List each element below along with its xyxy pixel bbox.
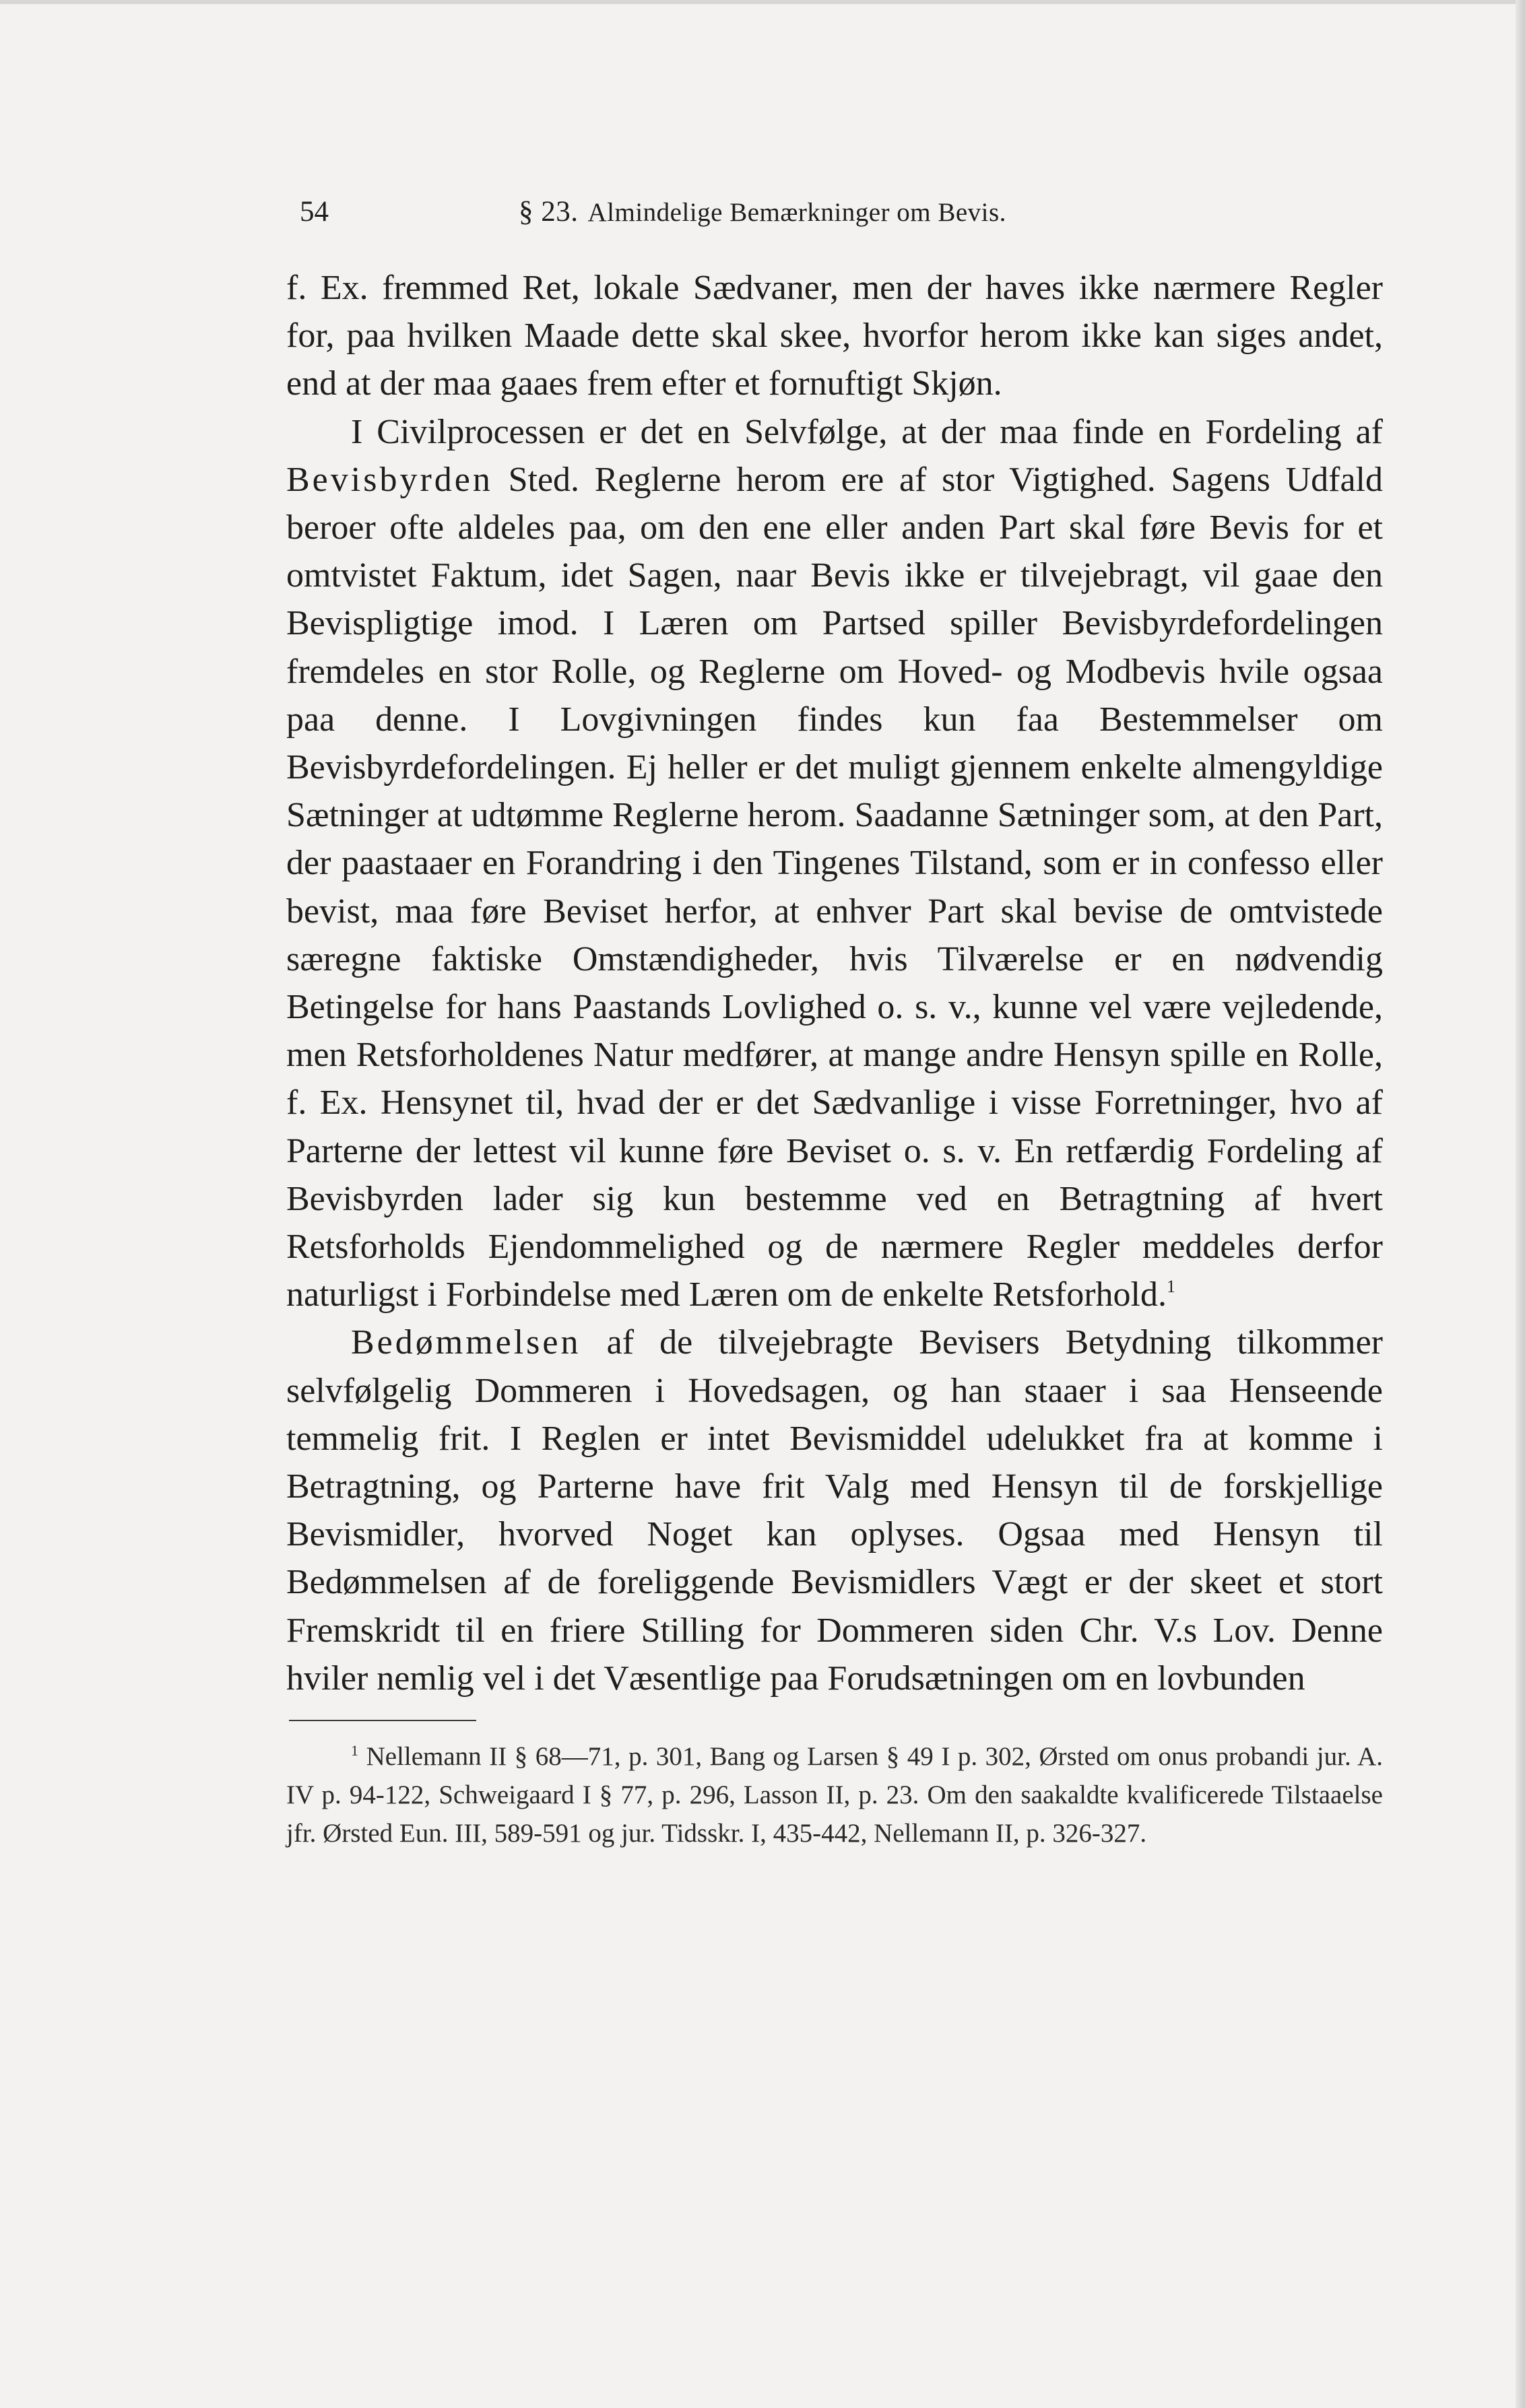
paragraph-2-rest: Sted. Reglerne herom ere af stor Vigtighed. Sagens Udfald beroer ofte aldeles paa, om den ene eller anden Part skal føre Bevis for et omtvistet Faktum, idet Sagen, naar Bevis ikke er tilvejebragt, vil gaae den Bevispligtige imod. I Læren om Partsed spiller Bevisbyrdefordelingen fremdeles en stor Rolle, og Reglerne om Hoved- og Modbevis hvile ogsaa paa denne. I Lovgivningen findes kun faa Bestemmelser om Bevisbyrdefordelingen. Ej heller er det muligt gjennem enkelte almengyldige Sætninger at udtømme Reglerne herom. Saadanne Sætninger som, at den Part, der paastaaer en Forandring i den Tingenes Tilstand, som er in confesso eller bevist, maa føre Beviset herfor, at enhver Part skal bevise de omtvistede særegne faktiske Omstændigheder, hvis Tilværelse er en nødvendig Betingelse for hans Paastands Lovlighed o. s. v., kunne vel være vejledende, men Retsforholdenes Natur medfører, at mange andre Hensyn spille en Rolle, f. Ex. Hensynet til, hvad der er det Sædvanlige i visse Forretninger, hvo af Parterne der lettest vil kunne føre Beviset o. s. v. En retfærdig Fordeling af Bevisbyrden lader sig kun bestemme ved en Betragtning af hvert Retsforholds Ejendommelighed og de nærmere Regler meddeles derfor naturligst i Forbindelse med Læren om de enkelte Retsforhold. (286, 460, 1383, 1314)
footnote-divider (289, 1720, 476, 1721)
emphasis-bevisbyrden: Bevisbyrden (286, 460, 493, 499)
footnote-text: Nellemann II § 68—71, p. 301, Bang og Larsen § 49 I p. 302, Ørsted om onus probandi jur. A. IV p. 94-122, Schweigaard I § 77, p. 296, Lasson II, p. 23. Om den saakaldte kvalificerede Tilstaaelse jfr. Ørsted Eun. III, 589-591 og jur. Tidsskr. I, 435-442, Nellemann II, p. 326-327. (286, 1742, 1384, 1848)
footnote-reference[interactable]: 1 (1166, 1277, 1175, 1297)
paragraph-1: f. Ex. fremmed Ret, lokale Sædvaner, men der haves ikke nærmere Regler for, paa hvilken Maade dette skal skee, hvorfor herom ikke kan siges andet, end at der maa gaaes frem efter et fornuftigt Skjøn. (286, 269, 1383, 403)
section-number: § 23. (519, 196, 579, 228)
paragraph-2-start: I Civilprocessen er det en Selvfølge, at der maa finde en Fordeling af (351, 412, 1383, 451)
footnote (286, 1737, 1383, 1852)
running-title-text: Almindelige Bemærkninger om Bevis. (587, 198, 1006, 227)
book-page (286, 195, 1383, 1852)
running-title (519, 195, 1006, 228)
emphasis-bedommelsen: Bedømmelsen (351, 1323, 581, 1362)
scan-right-edge (1516, 0, 1525, 2408)
page-number: 54 (300, 196, 329, 228)
paragraph-3-rest: af de tilvejebragte Bevisers Betydning tilkommer selvfølgelig Dommeren i Hovedsagen, og han staaer i saa Henseende temmelig frit. I Reglen er intet Bevismiddel udelukket fra at komme i Betragtning, og Parterne have frit Valg med Hensyn til de forskjellige Bevismidler, hvorved Noget kan oplyses. Ogsaa med Hensyn til Bedømmelsen af de foreliggende Bevismidlers Vægt er der skeet et stort Fremskridt til en friere Stilling for Dommeren siden Chr. V.s Lov. Denne hviler nemlig vel i det Væsentlige paa Forudsætningen om en lovbunden (286, 1323, 1383, 1698)
scan-top-edge (0, 0, 1525, 4)
main-text (286, 264, 1383, 1702)
paragraph-2 (286, 408, 1383, 1319)
footnote-mark: 1 (351, 1742, 358, 1760)
page-header (286, 195, 1383, 249)
paragraph-3 (286, 1318, 1383, 1702)
